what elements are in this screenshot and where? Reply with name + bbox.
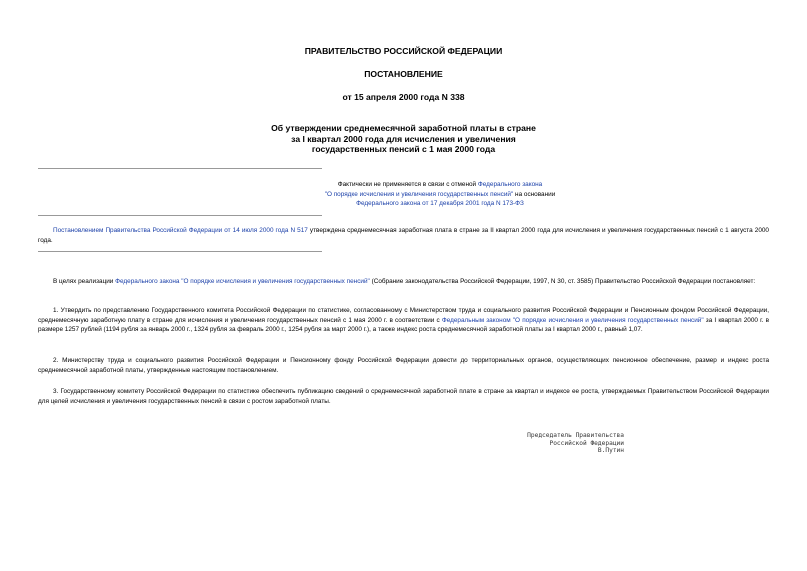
preamble-text-2: (Собрание законодательства Российской Федерации, 1997, N 30, ст. 3585) Правительство Российской Федерации постановляет: [369,278,756,285]
item-2-paragraph: 2. Министерству труда и социального развития Российской Федерации и Пенсионному фонду Российской Федерации довести до территориальных органов, осуществляющих пенсионное обеспечение, размер и индекс роста среднемесячной заработной платы, утвержденные настоящим постановлением. [38,357,769,374]
signature-position: Председатель Правительства [527,432,624,439]
validity-note [180,180,700,209]
signature-block [460,432,624,455]
preamble-paragraph [38,277,769,287]
document-type-heading: ПОСТАНОВЛЕНИЕ [364,69,443,79]
item-1-link-law[interactable]: Федеральным законом "О порядке исчисления и увеличения государственных пенсий" [441,316,704,324]
note-link-repeal-law[interactable]: Федерального закона от 17 декабря 2001 года N 173-ФЗ [356,200,524,208]
amendment-text: утверждена среднемесячная заработная плата в стране за II квартал 2000 года для исчисления и увеличения государственных пенсий с 1 августа 2000 года. [38,227,769,244]
signature-country: Российской Федерации [549,439,624,447]
title-line-3: государственных пенсий с 1 мая 2000 года [311,144,496,154]
preamble-text-1: В целях реализации [53,278,116,285]
note-text-2: на основании [513,190,556,198]
date-number-heading: от 15 апреля 2000 года N 338 [342,92,465,102]
document-title [0,123,807,155]
amendment-link[interactable]: Постановлением Правительства Российской Федерации от 14 июля 2000 года N 517 [53,227,308,234]
government-heading: ПРАВИТЕЛЬСТВО РОССИЙСКОЙ ФЕДЕРАЦИИ [304,46,503,56]
divider [38,251,322,252]
note-link-federal-law[interactable]: Федерального закона [477,181,543,188]
note-link-law-title[interactable]: "О порядке исчисления и увеличения государственных пенсий" [324,190,514,198]
title-line-2: за I квартал 2000 года для исчисления и увеличения [291,133,516,144]
signature-name: В.Путин [597,447,624,455]
title-line-1: Об утверждении среднемесячной заработной платы в стране [271,123,536,133]
divider [38,168,322,169]
divider [38,215,322,216]
item-3-paragraph: 3. Государственному комитету Российской Федерации по статистике обеспечить публикацию сведений о среднемесячной заработной плате в стране за квартал и индексе ее роста, утверждаемых Правительством Российской Федерации для целей исчисления и увеличения государственных пенсий в связи с ростом заработной платы. [38,388,769,405]
item-1-text-1: 1. Утвердить по представлению Государственного комитета Российской Федерации по статистике, согласованному с Министерством труда и социального развития Российской Федерации и Пенсионным фондом Российской Федерации, среднемесячную заработную плату в стране для исчисления и увеличения государственных пенсий с 1 мая 2000 г. в соответствии с [38,307,769,324]
note-text-1: Фактически не применяется в связи с отменой [337,181,478,188]
item-1-text-2: за I квартал 2000 г. в размере 1257 рублей (1194 рубля за январь 2000 г., 1324 рубля за февраль 2000 г., 1254 рубля за март 2000 г.), а также индекс роста среднемесячной заработной платы за I квартал 2000 г., равный 1,07. [38,316,769,334]
item-1-paragraph [38,306,769,335]
amendment-note [38,226,769,245]
preamble-link-law[interactable]: Федерального закона "О порядке исчисления и увеличения государственных пенсий" [115,278,370,285]
